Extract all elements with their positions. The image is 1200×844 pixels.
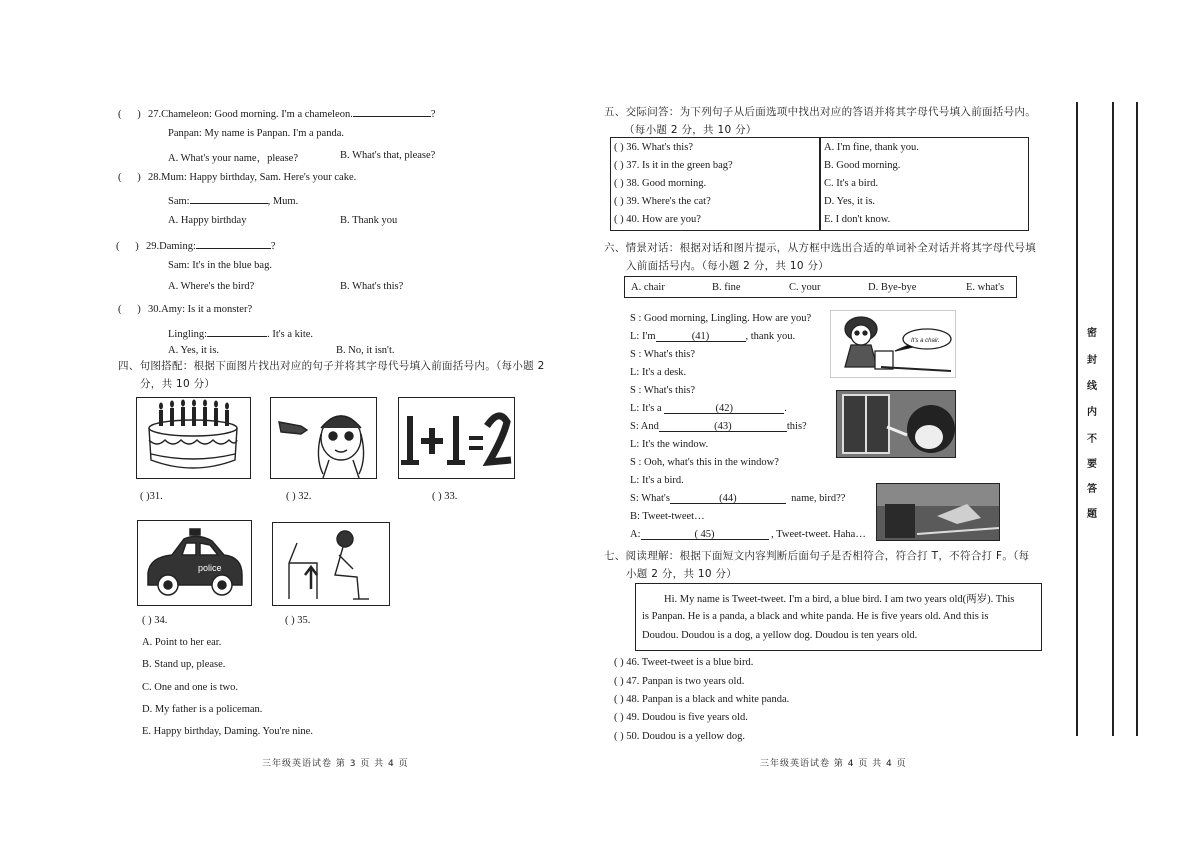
tf-question-50[interactable]: ( ) 50. Doudou is a yellow dog.	[614, 731, 745, 742]
blank-number: (42)	[715, 403, 734, 414]
option-b: B. Stand up, please.	[142, 659, 226, 670]
blank-42[interactable]	[664, 403, 784, 414]
passage-line-1: Hi. My name is Tweet-tweet. I'm a bird, a blue bird. I am two years old(两岁). This	[664, 594, 1015, 605]
seal-line-right	[1112, 102, 1114, 736]
dialog-line-4: L: It's a desk.	[630, 367, 687, 378]
girl-ear-picture	[270, 397, 377, 479]
dialog-line-8: L: It's the window.	[630, 439, 709, 450]
seal-line-outer	[1136, 102, 1138, 736]
dialog-line-3: S : What's this?	[630, 349, 695, 360]
dialog-line-10: L: It's a bird.	[630, 475, 684, 486]
seal-line-left	[1076, 102, 1078, 736]
question-29	[116, 238, 276, 252]
police-car-picture	[137, 520, 252, 606]
question-text: Chameleon: Good morning. I'm a chameleon.	[161, 109, 353, 120]
q27-option-b: B. What's that, please?	[340, 150, 436, 161]
speaker: Sam:	[168, 196, 190, 207]
speaker: L: It's a	[630, 403, 662, 414]
qa-answer-a: A. I'm fine, thank you.	[824, 142, 919, 153]
qa-row-36[interactable]: ( ) 36. What's this?	[614, 142, 693, 153]
speaker: S: And	[630, 421, 659, 432]
option-a: A. Point to her ear.	[142, 637, 222, 648]
blank-41[interactable]	[656, 331, 746, 342]
q30-line2	[168, 326, 313, 340]
speech-bubble-text: It's a chair.	[911, 338, 940, 344]
question-end: ?	[270, 241, 276, 252]
picture-33-label[interactable]: ( ) 33.	[432, 491, 458, 502]
speaker: A:	[630, 529, 641, 540]
side-char: 题	[1087, 509, 1097, 520]
line-end: , Tweet-tweet. Haha…	[771, 529, 866, 540]
speaker: S: What's	[630, 493, 670, 504]
answer-paren[interactable]: ( )	[118, 109, 141, 120]
q27-line2: Panpan: My name is Panpan. I'm a panda.	[168, 128, 344, 139]
answer-paren[interactable]: ( )	[118, 172, 141, 183]
speaker: Lingling:	[168, 329, 208, 340]
answer-paren[interactable]: ( )	[116, 241, 139, 252]
dialog-line-13	[630, 529, 866, 540]
q30-option-a: A. Yes, it is.	[168, 345, 220, 356]
stand-up-picture	[272, 522, 390, 606]
line-end: , thank you.	[745, 331, 796, 342]
section-6-subtitle: 入前面括号内。（每小题 2 分，共 10 分）	[626, 260, 830, 272]
side-char: 封	[1087, 355, 1097, 366]
speaker: L: I'm	[630, 331, 656, 342]
line-end: , Mum.	[267, 196, 299, 207]
tf-question-49[interactable]: ( ) 49. Doudou is five years old.	[614, 712, 748, 723]
word-b: B. fine	[712, 282, 741, 293]
q30-option-b: B. No, it isn't.	[336, 345, 395, 356]
answer-blank[interactable]	[196, 238, 271, 249]
qa-answer-d: D. Yes, it is.	[824, 196, 876, 207]
section-4-subtitle: 分，共 10 分）	[140, 378, 216, 390]
q28-option-a: A. Happy birthday	[168, 215, 247, 226]
girl-chair-picture	[830, 310, 956, 378]
passage-line-2: is Panpan. He is a panda, a black and white panda. He is five years old. And this is	[642, 611, 989, 622]
word-d: D. Bye-bye	[868, 282, 917, 293]
question-text: Daming:	[159, 241, 196, 252]
option-e: E. Happy birthday, Daming. You're nine.	[142, 726, 313, 737]
bird-window-photo	[876, 483, 1000, 541]
line-end: . It's a kite.	[267, 329, 314, 340]
qa-row-39[interactable]: ( ) 39. Where's the cat?	[614, 196, 711, 207]
side-char: 要	[1087, 459, 1097, 470]
section-7-subtitle: 小题 2 分，共 10 分）	[626, 568, 738, 580]
passage-line-3: Doudou. Doudou is a dog, a yellow dog. Doudou is ten years old.	[642, 630, 918, 641]
qa-answer-e: E. I don't know.	[824, 214, 891, 225]
one-plus-one-picture	[398, 397, 515, 479]
picture-32-label[interactable]: ( ) 32.	[286, 491, 312, 502]
tf-question-46[interactable]: ( ) 46. Tweet-tweet is a blue bird.	[614, 657, 754, 668]
dialog-line-7	[630, 421, 807, 432]
q29-option-a: A. Where's the bird?	[168, 281, 255, 292]
answer-paren[interactable]: ( )	[118, 304, 141, 315]
question-27	[118, 106, 436, 120]
side-char: 不	[1087, 434, 1097, 445]
qa-row-38[interactable]: ( ) 38. Good morning.	[614, 178, 707, 189]
section-7-title: 七、阅读理解：根据下面短文内容判断后面句子是否相符合，符合打 T，不符合打 F。（每	[604, 550, 1030, 562]
question-number: 30.	[148, 304, 162, 315]
answer-blank[interactable]	[207, 326, 267, 337]
picture-34-label[interactable]: ( ) 34.	[142, 615, 168, 626]
question-28	[118, 172, 356, 183]
qa-answer-c: C. It's a bird.	[824, 178, 879, 189]
right-page-footer: 三年级英语试卷 第 4 页 共 4 页	[760, 759, 907, 769]
blank-44[interactable]	[670, 493, 786, 504]
question-number: 28.	[148, 172, 162, 183]
q29-option-b: B. What's this?	[340, 281, 404, 292]
line-end: name, bird??	[791, 493, 846, 504]
option-d: D. My father is a policeman.	[142, 704, 263, 715]
side-char: 线	[1087, 381, 1097, 392]
section-5-title: 五、交际问答：为下列句子从后面选项中找出对应的答语并将其字母代号填入前面括号内。	[604, 106, 1036, 118]
dialog-line-12: B: Tweet-tweet…	[630, 511, 705, 522]
question-number: 29.	[146, 241, 160, 252]
answer-blank[interactable]	[190, 193, 268, 204]
question-number: 27.	[148, 109, 162, 120]
birthday-cake-picture	[136, 397, 251, 479]
q28-option-b: B. Thank you	[340, 215, 398, 226]
option-c: C. One and one is two.	[142, 682, 238, 693]
table-divider	[819, 138, 821, 230]
dialog-line-9: S : Ooh, what's this in the window?	[630, 457, 779, 468]
q29-line2: Sam: It's in the blue bag.	[168, 260, 272, 271]
dialog-line-11	[630, 493, 845, 504]
word-a: A. chair	[631, 282, 665, 293]
question-text: Mum: Happy birthday, Sam. Here's your cake.	[161, 172, 357, 183]
window-photo	[836, 390, 956, 458]
blank-number: (44)	[719, 493, 737, 504]
dialog-line-6	[630, 403, 787, 414]
blank-number: ( 45)	[694, 529, 715, 540]
section-5-subtitle: （每小题 2 分，共 10 分）	[624, 124, 757, 136]
dialog-line-2	[630, 331, 795, 342]
qa-row-37[interactable]: ( ) 37. Is it in the green bag?	[614, 160, 733, 171]
blank-number: (41)	[691, 331, 710, 342]
left-page-footer: 三年级英语试卷 第 3 页 共 4 页	[262, 759, 409, 769]
question-30	[118, 304, 252, 315]
section-4-title: 四、句图搭配：根据下面图片找出对应的句子并将其字母代号填入前面括号内。（每小题 2	[118, 360, 545, 372]
blank-number: (43)	[714, 421, 732, 432]
qa-answer-b: B. Good morning.	[824, 160, 901, 171]
word-c: C. your	[789, 282, 821, 293]
line-end: .	[784, 403, 787, 414]
q28-line2	[168, 193, 298, 207]
side-char: 内	[1087, 407, 1097, 418]
picture-31-label[interactable]: ( )31.	[140, 491, 163, 502]
qa-row-40[interactable]: ( ) 40. How are you?	[614, 214, 701, 225]
section-6-title: 六、情景对话：根据对话和图片提示，从方框中选出合适的单词补全对话并将其字母代号填	[604, 242, 1036, 254]
police-text: police	[198, 563, 222, 573]
blank-43[interactable]	[659, 421, 787, 432]
blank-45[interactable]	[641, 529, 769, 540]
line-end: this?	[786, 421, 807, 432]
question-text: Amy: Is it a monster?	[161, 304, 253, 315]
tf-question-48[interactable]: ( ) 48. Panpan is a black and white panda.	[614, 694, 790, 705]
dialog-line-5: S : What's this?	[630, 385, 695, 396]
dialog-line-1: S : Good morning, Lingling. How are you?	[630, 313, 812, 324]
side-char: 答	[1087, 484, 1097, 495]
word-e: E. what's	[966, 282, 1005, 293]
picture-35-label[interactable]: ( ) 35.	[285, 615, 311, 626]
tf-question-47[interactable]: ( ) 47. Panpan is two years old.	[614, 676, 745, 687]
question-end: ?	[430, 109, 436, 120]
side-char: 密	[1087, 328, 1097, 339]
q27-option-a: A. What's your name，please?	[168, 153, 298, 164]
answer-blank[interactable]	[353, 106, 431, 117]
